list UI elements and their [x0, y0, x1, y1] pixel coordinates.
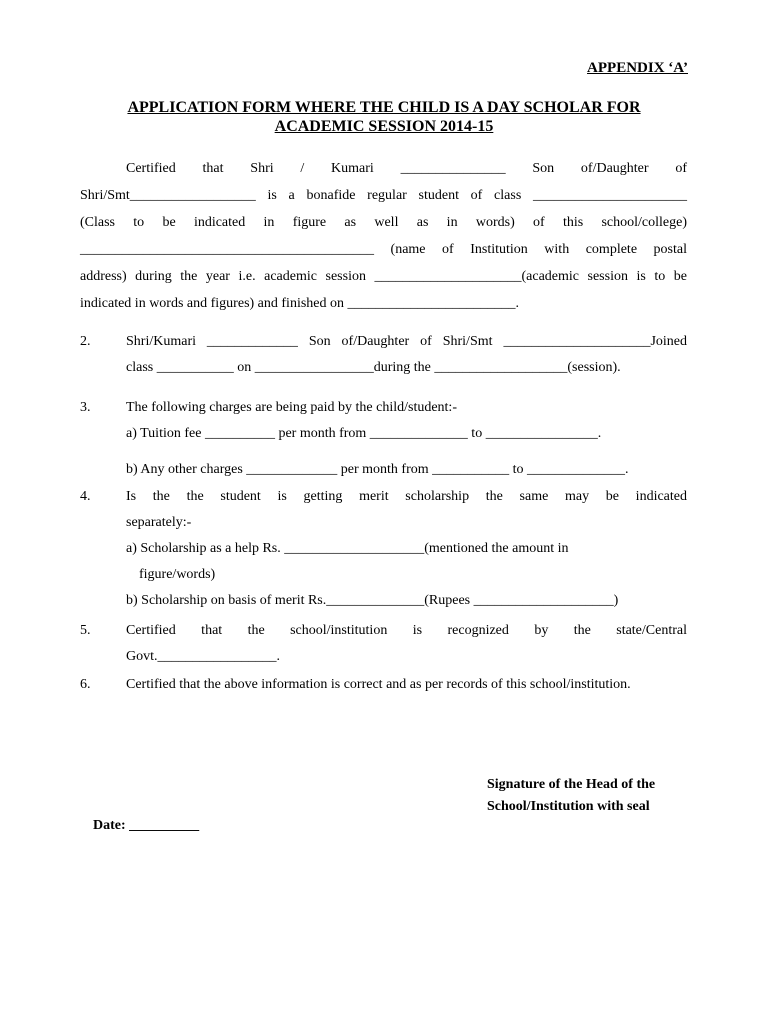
item-number: 4. — [80, 489, 91, 504]
form-title-line-1: APPLICATION FORM WHERE THE CHILD IS A DAY SCHOLAR FOR — [127, 99, 641, 116]
item-3-line-2: a) Tuition fee __________ per month from ______________ to ________________. — [126, 426, 602, 441]
signature-block — [487, 774, 692, 818]
signature-line-1: Signature of the Head of the — [487, 777, 656, 792]
item-4 — [80, 484, 687, 614]
para-line-6: indicated in words and figures) and finished on ________________________. — [80, 296, 519, 311]
item-3 — [80, 395, 687, 483]
item-3-line-1: The following charges are being paid by the child/student:- — [126, 400, 457, 415]
item-6-line-1: Certified that the above information is correct and as per records of this school/institution. — [126, 677, 631, 692]
item-2 — [80, 329, 687, 381]
item-5-line-2: Govt._________________. — [126, 649, 280, 664]
item-4-line-4: figure/words) — [139, 567, 216, 582]
para-line-4: __________________________________________ (name of Institution with complete postal — [80, 242, 687, 257]
item-2-line-1: Shri/Kumari _____________ Son of/Daughter of Shri/Smt _____________________Joined — [126, 334, 687, 349]
form-title — [80, 98, 688, 136]
para-line-5: address) during the year i.e. academic session _____________________(academic session is to be — [80, 269, 687, 284]
certification-paragraph — [80, 155, 687, 317]
item-number: 2. — [80, 334, 91, 349]
para-line-2: Shri/Smt__________________ is a bonafide regular student of class ______________________ — [80, 188, 687, 203]
date-field: Date: __________ — [93, 818, 200, 833]
item-2-line-2: class ___________ on _________________during the ___________________(session). — [126, 360, 621, 375]
signature-line-2: School/Institution with seal — [487, 799, 650, 814]
form-title-line-2: ACADEMIC SESSION 2014-15 — [274, 118, 494, 135]
item-number: 6. — [80, 677, 91, 692]
item-6 — [80, 672, 687, 698]
item-4-line-5: b) Scholarship on basis of merit Rs.______________(Rupees ____________________) — [126, 593, 619, 608]
appendix-label: APPENDIX ‘A’ — [587, 60, 688, 76]
item-4-line-2: separately:- — [126, 515, 192, 530]
item-4-line-3: a) Scholarship as a help Rs. ____________________(mentioned the amount in — [126, 541, 569, 556]
para-line-3: (Class to be indicated in figure as well as in words) of this school/college) — [80, 215, 687, 230]
item-3-line-3: b) Any other charges _____________ per month from ___________ to ______________. — [126, 462, 629, 477]
item-number: 3. — [80, 400, 91, 415]
item-5-line-1: Certified that the school/institution is recognized by the state/Central — [126, 623, 687, 638]
item-number: 5. — [80, 623, 91, 638]
item-5 — [80, 618, 687, 670]
para-line-1: Certified that Shri / Kumari _______________ Son of/Daughter of — [126, 161, 687, 176]
item-4-line-1: Is the the student is getting merit scholarship the same may be indicated — [126, 489, 687, 504]
